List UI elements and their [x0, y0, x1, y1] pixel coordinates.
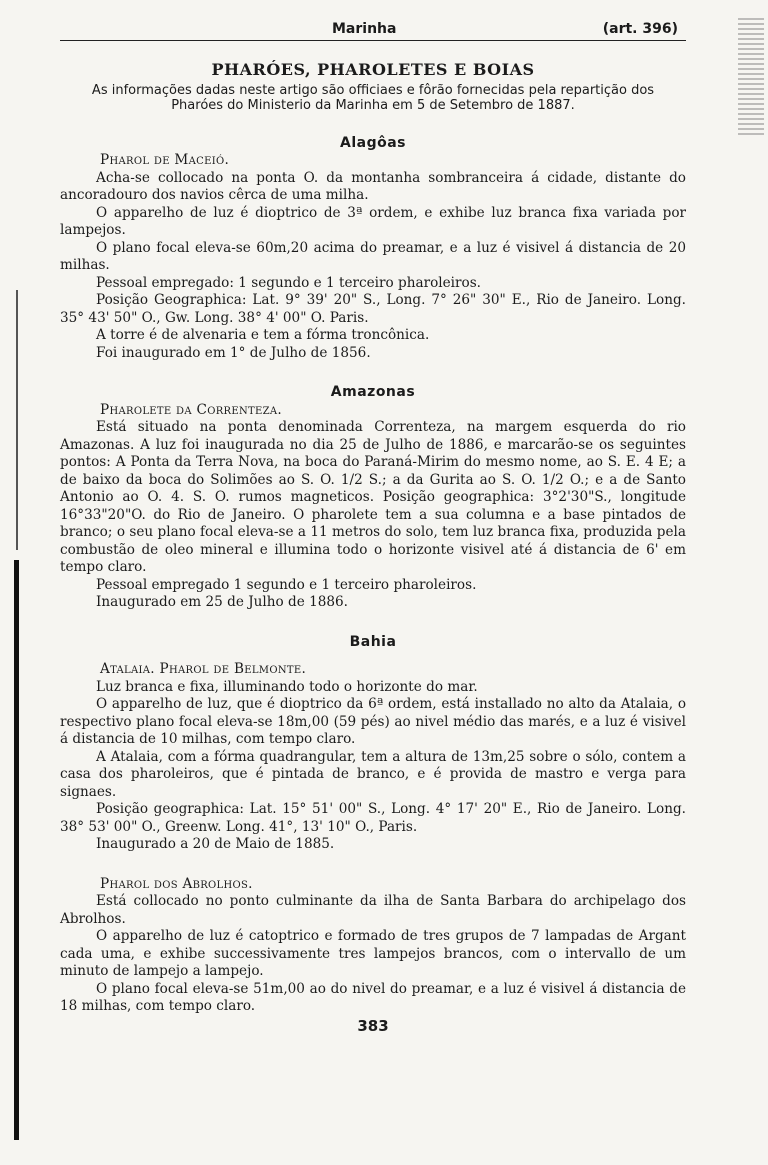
- intro-text: [60, 83, 686, 113]
- paragraph: Posição Geographica: Lat. 9° 39' 20" S., Long. 7° 26" 30" E., Rio de Janeiro. Long. 35° 43' 50" O., Gw. Long. 38° 4' 00" O. Paris.: [60, 292, 686, 326]
- binding-edge: [14, 560, 19, 1140]
- item-heading: [100, 876, 686, 894]
- item-heading-text: Atalaia. Pharol de Belmonte.: [100, 661, 307, 677]
- item-heading: [100, 661, 686, 679]
- paragraph: Inaugurado em 25 de Julho de 1886.: [96, 594, 348, 610]
- paragraph: A torre é de alvenaria e tem a fórma troncônica.: [96, 327, 430, 343]
- intro-line: Pharóes do Ministerio da Marinha em 5 de Setembro de 1887.: [171, 97, 575, 113]
- intro-line: As informações dadas neste artigo são officiaes e fôrão fornecidas pela repartição dos: [91, 82, 655, 98]
- item-heading: [100, 402, 686, 420]
- binding-shadow: [16, 290, 18, 550]
- running-head: [60, 18, 686, 41]
- item-heading-text: Pharolete da Correnteza.: [100, 401, 282, 418]
- item-heading-text: Pharol de Maceió.: [100, 152, 230, 168]
- paragraph: Pessoal empregado: 1 segundo e 1 terceiro pharoleiros.: [96, 274, 481, 291]
- paragraph: O plano focal eleva-se 60m,20 acima do preamar, e a luz é visivel á distancia de 20 milhas.: [60, 239, 686, 273]
- paragraph: Foi inaugurado em 1° de Julho de 1856.: [96, 344, 371, 361]
- paragraph: A Atalaia, com a fórma quadrangular, tem a altura de 13m,25 sobre o sólo, contem a casa dos pharoleiros, que é pintada de branco, e é provida de mastro e verga para signaes.: [60, 748, 686, 800]
- paragraph: O apparelho de luz é dioptrico de 3ª ordem, e exhibe luz branca fixa variada por lampejos.: [60, 204, 686, 238]
- paragraph: Inaugurado a 20 de Maio de 1885.: [96, 836, 335, 852]
- running-head-article: (art. 396): [602, 21, 678, 37]
- paragraph: Posição geographica: Lat. 15° 51' 00" S., Long. 4° 17' 20" E., Rio de Janeiro. Long. 38° 53' 00" O., Greenw. Long. 41°, 13' 10" O., Paris.: [60, 801, 686, 835]
- paragraph: Está situado na ponta denominada Correnteza, na margem esquerda do rio Amazonas. A luz foi inaugurada no dia 25 de Julho de 1886, e marcarão-se os seguintes pontos: A Ponta da Terra Nova, na boca do Paraná-Mirim do mesmo nome, ao S. E. 4 E; a de baixo da boca do Solimões ao S. O. 1/2 S.; a da Gurita ao S. O. 1/2 O.; e a de Santo Antonio ao O. 4. S. O. rumos magneticos. Posição geographica: 3°2'30"S., longitude 16°33"20"O. do Rio de Janeiro. O pharolete tem a sua columna e a base pintados de branco; o seu plano focal eleva-se a 11 metros do solo, tem luz branca fixa, produzida pela combustão de oleo mineral e illumina todo o horizonte visivel até á distancia de 6' em tempo claro.: [60, 419, 686, 575]
- state-heading-amazonas: Amazonas: [330, 384, 416, 400]
- paragraph: Acha-se collocado na ponta O. da montanha sombranceira á cidade, distante do ancoradouro dos navios cêrca de uma milha.: [60, 169, 686, 203]
- page-number: 383: [357, 1016, 389, 1035]
- state-heading-alagoas: Alagôas: [339, 134, 406, 151]
- paragraph: Luz branca e fixa, illuminando todo o horizonte do mar.: [96, 678, 478, 695]
- item-heading-text: Pharol dos Abrolhos.: [100, 875, 253, 892]
- paragraph: O plano focal eleva-se 51m,00 ao do nivel do preamar, e a luz é visivel á distancia de 18 milhas, com tempo claro.: [60, 980, 686, 1014]
- paragraph: Está collocado no ponto culminante da ilha de Santa Barbara do archipelago dos Abrolhos.: [60, 893, 686, 927]
- paragraph: O apparelho de luz é catoptrico e formado de tres grupos de 7 lampadas de Argant cada uma, e exhibe successivamente tres lampejos brancos, com o intervallo de um minuto de lampejo a lampejo.: [60, 928, 686, 979]
- paragraph: Pessoal empregado 1 segundo e 1 terceiro pharoleiros.: [96, 576, 477, 593]
- paragraph: O apparelho de luz, que é dioptrico da 6ª ordem, está installado no alto da Atalaia, o respectivo plano focal eleva-se 18m,00 (59 pés) ao nivel médio das marés, e a luz é visivel á distancia de 10 milhas, com tempo claro.: [60, 696, 686, 747]
- page-content: [60, 18, 686, 1035]
- item-heading: [100, 152, 686, 170]
- page-title: PHARÓES, PHAROLETES E BOIAS: [211, 60, 535, 79]
- state-heading-bahia: Bahia: [349, 633, 397, 650]
- page-edge-texture: [738, 18, 764, 138]
- running-head-title: Marinha: [332, 21, 397, 37]
